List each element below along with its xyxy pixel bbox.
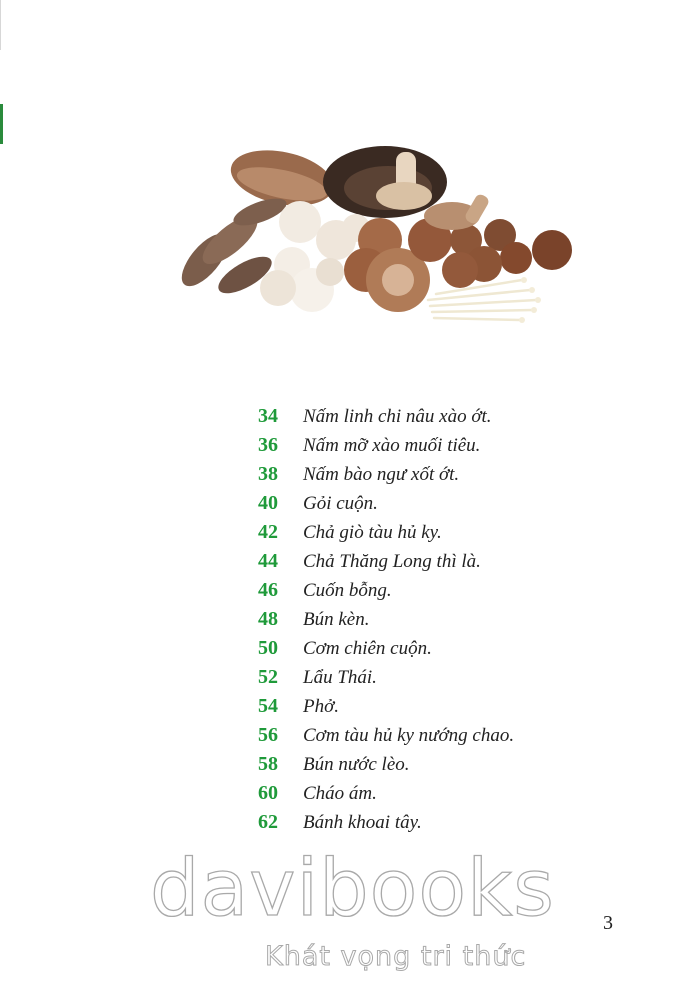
toc-entry[interactable] [258,663,514,692]
toc-page-number: 56 [258,724,278,746]
toc-entry[interactable] [258,402,514,431]
toc-page-number: 40 [258,492,278,514]
toc-page-number: 54 [258,695,278,717]
toc-title: Nấm linh chi nâu xào ớt. [303,405,492,427]
toc-entry[interactable] [258,518,514,547]
toc-page-number: 38 [258,463,278,485]
toc-entry[interactable] [258,489,514,518]
toc-entry[interactable] [258,750,514,779]
toc-title: Bún nước lèo. [303,753,410,775]
toc-page-number: 50 [258,637,278,659]
toc-page-number: 48 [258,608,278,630]
toc-entry[interactable] [258,431,514,460]
watermark-logo: davibooks [150,844,555,934]
toc-page-number: 44 [258,550,278,572]
toc-title: Chả Thăng Long thì là. [303,550,481,572]
toc-page-number: 42 [258,521,278,543]
toc-entry[interactable] [258,634,514,663]
toc-entry[interactable] [258,808,514,837]
toc-title: Cơm chiên cuộn. [303,637,432,659]
table-of-contents [258,402,514,837]
toc-page-number: 36 [258,434,278,456]
toc-title: Chả giò tàu hủ ky. [303,521,442,543]
toc-entry[interactable] [258,692,514,721]
toc-entry[interactable] [258,605,514,634]
toc-page-number: 52 [258,666,278,688]
page-edge-line [0,0,1,50]
mushrooms-photo [170,140,580,330]
toc-title: Cháo ám. [303,782,377,804]
toc-page-number: 34 [258,405,278,427]
toc-page-number: 60 [258,782,278,804]
toc-title: Cuốn bỗng. [303,579,392,601]
page-number: 3 [603,912,613,934]
toc-entry[interactable] [258,779,514,808]
toc-title: Bún kèn. [303,608,370,630]
section-tab-marker [0,104,3,144]
toc-page-number: 58 [258,753,278,775]
toc-title: Lẩu Thái. [303,666,377,688]
watermark-tagline: Khát vọng tri thức [265,941,527,972]
toc-entry[interactable] [258,721,514,750]
toc-title: Phở. [303,695,339,717]
toc-title: Gỏi cuộn. [303,492,378,514]
toc-entry[interactable] [258,576,514,605]
toc-title: Nấm bào ngư xốt ớt. [303,463,460,485]
toc-title: Cơm tàu hủ ky nướng chao. [303,724,515,746]
toc-entry[interactable] [258,547,514,576]
toc-entry[interactable] [258,460,514,489]
toc-page-number: 62 [258,811,278,833]
toc-page-number: 46 [258,579,278,601]
toc-title: Nấm mỡ xào muối tiêu. [303,434,481,456]
toc-title: Bánh khoai tây. [303,811,422,833]
